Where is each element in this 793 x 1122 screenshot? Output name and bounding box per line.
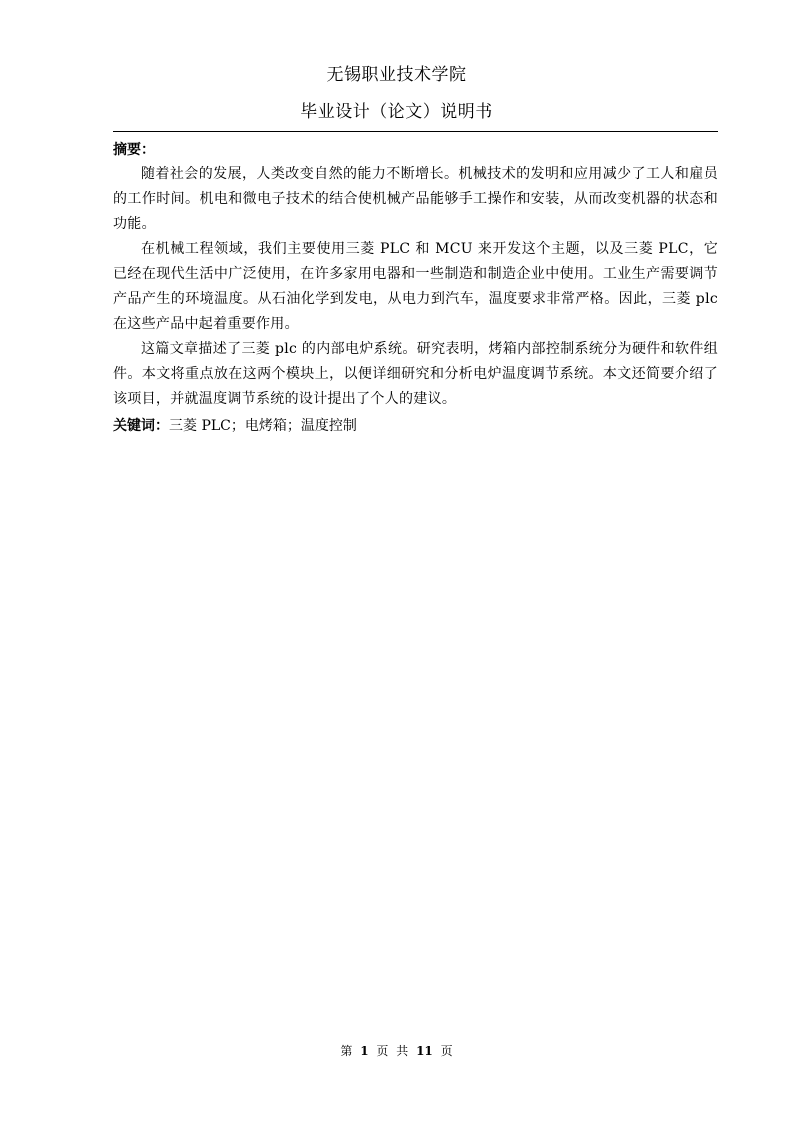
header-rule [113, 131, 718, 132]
document-type-title: 毕业设计（论文）说明书 [300, 102, 493, 122]
school-name: 无锡职业技术学院 [326, 65, 467, 85]
footer-middle: 页 共 [376, 1044, 409, 1058]
footer-suffix: 页 [440, 1044, 453, 1058]
abstract-paragraph-1: 随着社会的发展，人类改变自然的能力不断增长。机械技术的发明和应用减少了工人和雇员的工作时间。机电和微电子技术的结合使机械产品能够手工操作和安装，从而改变机器的状态和功能。 [113, 166, 718, 232]
total-page-count: 11 [416, 1044, 433, 1058]
abstract-paragraph-2: 在机械工程领域，我们主要使用三菱 PLC 和 MCU 来开发这个主题，以及三菱 PLC，它已经在现代生活中广泛使用，在许多家用电器和一些制造和制造企业中使用。工业生产需要调节产品产生的环境温度。从石油化学到发电，从电力到汽车，温度要求非常严格。因此，三菱 plc 在这些产品中起着重要作用。 [113, 241, 718, 332]
keywords-text: 三菱 PLC；电烤箱；温度控制 [169, 418, 357, 434]
abstract-heading: 摘要： [113, 142, 155, 158]
keywords-line [113, 413, 718, 439]
abstract-paragraph-3: 这篇文章描述了三菱 plc 的内部电炉系统。研究表明，烤箱内部控制系统分为硬件和软件组件。本文将重点放在这两个模块上，以便详细研究和分析电炉温度调节系统。本文还简要介绍了该项目，并就温度调节系统的设计提出了个人的建议。 [113, 341, 718, 407]
footer-prefix: 第 [340, 1044, 353, 1058]
abstract-section [113, 139, 718, 439]
page-footer [0, 1042, 793, 1059]
keywords-label: 关键词： [113, 418, 169, 434]
current-page-number: 1 [360, 1044, 369, 1058]
